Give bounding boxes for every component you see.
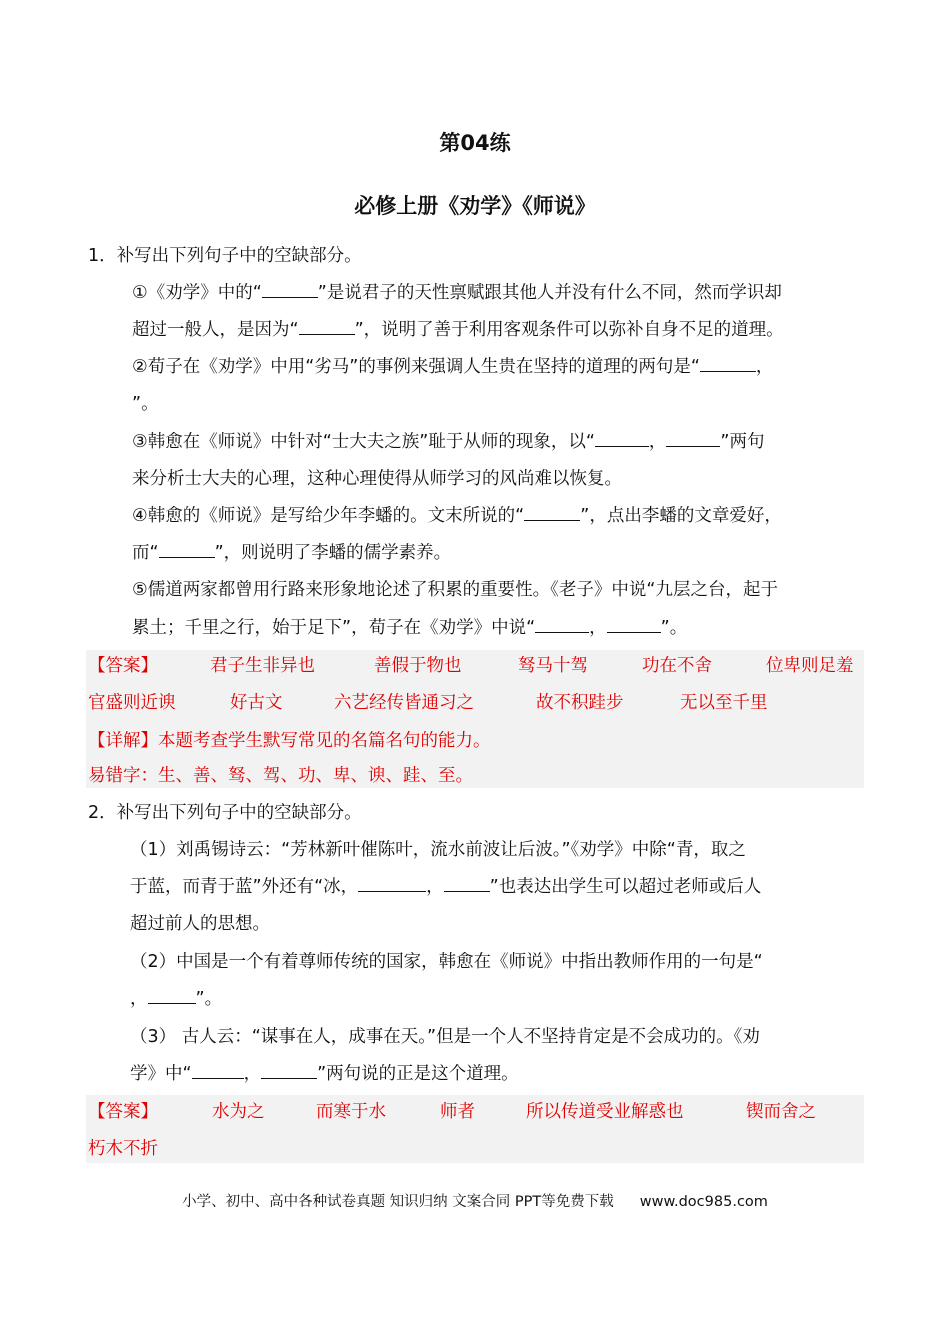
question-1-line: ”。	[132, 394, 159, 414]
blank	[535, 616, 589, 633]
question-1-line: 累土；千里之行，始于足下”，荀子在《劝学》中说“ ， ”。	[132, 618, 688, 638]
blank	[148, 987, 196, 1004]
answer-detail: 【详解】本题考查学生默写常见的名篇名句的能力。	[88, 731, 491, 751]
footer-text: 小学、初中、高中各种试卷真题 知识归纳 文案合同 PPT等免费下载	[182, 1194, 614, 1210]
blank	[595, 430, 649, 447]
question-1-line: ③韩愈在《师说》中针对“士大夫之族”耻于从师的现象，以“ ， ”两句	[132, 432, 765, 452]
question-2-line: 超过前人的思想。	[130, 914, 270, 934]
question-1-line: ①《劝学》中的“ ”是说君子的天性禀赋跟其他人并没有什么不同，然而学识却	[132, 283, 782, 303]
question-1-line: 来分析士大夫的心理，这种心理使得从师学习的风尚难以恢复。	[132, 469, 622, 489]
answer-item: 善假于物也	[374, 656, 462, 676]
question-1-line: ⑤儒道两家都曾用行路来形象地论述了积累的重要性。《老子》中说“九层之台，起于	[132, 580, 779, 600]
blank	[666, 430, 720, 447]
answer-item: 锲而舍之	[746, 1102, 816, 1122]
blank	[299, 318, 355, 335]
question-2-line: （3） 古人云：“谋事在人，成事在天。”但是一个人不坚持肯定是不会成功的。《劝	[130, 1027, 760, 1047]
blank	[524, 504, 580, 521]
question-2-line: 学》中“ ， ”两句说的正是这个道理。	[130, 1064, 519, 1084]
answer-label: 【答案】	[88, 656, 158, 676]
question-2-line: （1）刘禹锡诗云：“芳林新叶催陈叶，流水前波让后波。”《劝学》中除“青，取之	[130, 840, 746, 860]
blank	[358, 875, 426, 892]
question-1-line: 超过一般人，是因为“ ”，说明了善于利用客观条件可以弥补自身不足的道理。	[132, 320, 784, 340]
question-1-stem: 1．补写出下列句子中的空缺部分。	[88, 246, 362, 266]
blank	[607, 616, 661, 633]
answer-item: 功在不舍	[642, 656, 712, 676]
answer-item: 水为之	[212, 1102, 265, 1122]
answer-item: 位卑则足羞	[766, 656, 854, 676]
answer-item: 所以传道受业解惑也	[526, 1102, 684, 1122]
footer-url[interactable]: www.doc985.com	[639, 1194, 768, 1210]
answer-label: 【答案】	[88, 1102, 158, 1122]
answer-errors: 易错字：生、善、驽、驾、功、卑、谀、跬、至。	[88, 766, 473, 786]
answer-item: 官盛则近谀	[88, 693, 176, 713]
answer-item: 朽木不折	[88, 1139, 158, 1159]
blank	[700, 355, 756, 372]
page-title: 第04练	[439, 131, 511, 155]
blank	[262, 281, 318, 298]
question-1-line: ②荀子在《劝学》中用“劣马”的事例来强调人生贵在坚持的道理的两句是“ ，	[132, 357, 774, 377]
answer-item: 好古文	[230, 693, 283, 713]
page-footer	[0, 1190, 950, 1211]
blank	[192, 1062, 244, 1079]
question-1-line: ④韩愈的《师说》是写给少年李蟠的。文末所说的“ ”，点出李蟠的文章爱好，	[132, 506, 782, 526]
question-2-line: 于蓝，而青于蓝”外还有“冰， ， ”也表达出学生可以超过老师或后人	[130, 877, 762, 897]
answer-item: 驽马十驾	[518, 656, 588, 676]
answer-item: 无以至千里	[680, 693, 768, 713]
blank	[444, 875, 490, 892]
blank	[159, 541, 215, 558]
blank	[261, 1062, 317, 1079]
question-1-line: 而“ ”，则说明了李蟠的儒学素养。	[132, 543, 452, 563]
question-2-stem: 2．补写出下列句子中的空缺部分。	[88, 803, 362, 823]
answer-item: 君子生非异也	[210, 656, 315, 676]
question-2-line: （2）中国是一个有着尊师传统的国家，韩愈在《师说》中指出教师作用的一句是“	[130, 952, 763, 972]
page-subtitle: 必修上册《劝学》《师说》	[354, 194, 596, 218]
answer-item: 师者	[440, 1102, 475, 1122]
answer-item: 故不积跬步	[536, 693, 624, 713]
question-2-line: ， ”。	[130, 989, 223, 1009]
answer-item: 六艺经传皆通习之	[334, 693, 474, 713]
answer-item: 而寒于水	[316, 1102, 386, 1122]
